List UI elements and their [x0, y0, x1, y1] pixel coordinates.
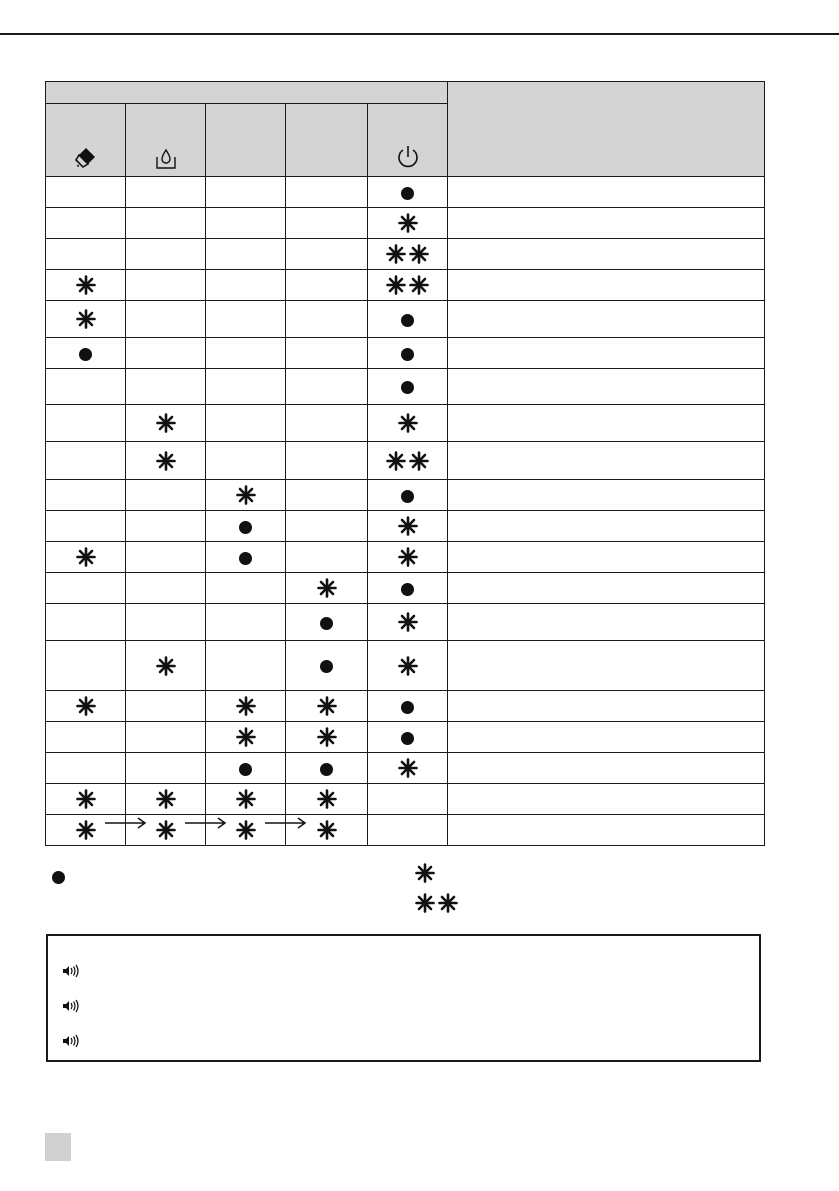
flashing-asterisk-icon — [398, 656, 418, 676]
note-row-1 — [61, 964, 81, 978]
flashing-asterisk-icon — [398, 413, 418, 433]
status-description-cell — [448, 604, 765, 641]
sound-notes-box — [46, 934, 761, 1062]
indicator-cell — [206, 641, 286, 691]
indicator-cell — [368, 604, 448, 641]
indicator-cell — [46, 442, 126, 480]
salt-column-header — [126, 104, 206, 177]
indicator-cell — [46, 542, 126, 573]
steady-dot-icon — [401, 583, 414, 596]
status-description-cell — [448, 208, 765, 239]
indicator-cell — [126, 405, 206, 442]
flashing-asterisk-icon — [317, 789, 337, 809]
legend-item-double-asterisk — [415, 892, 458, 913]
indicator-cell — [368, 301, 448, 338]
indicator-cell — [46, 604, 126, 641]
flashing-asterisk-icon — [386, 244, 406, 264]
steady-dot-icon — [401, 314, 414, 327]
indicator-cell — [368, 691, 448, 722]
indicator-cell — [368, 480, 448, 511]
indicator-cell — [126, 177, 206, 208]
indicator-4-column-header — [286, 104, 368, 177]
indicator-cell — [206, 784, 286, 815]
steady-dot-icon — [320, 763, 333, 776]
indicator-cell — [46, 239, 126, 270]
status-description-cell — [448, 542, 765, 573]
indicator-cell — [286, 784, 368, 815]
flashing-asterisk-icon — [76, 309, 96, 329]
indicator-cell — [206, 511, 286, 542]
indicator-cell — [206, 604, 286, 641]
table-row — [46, 239, 765, 270]
status-description-cell — [448, 405, 765, 442]
table-row — [46, 573, 765, 604]
indicator-cell — [126, 442, 206, 480]
indicator-cell — [286, 573, 368, 604]
flashing-asterisk-icon — [398, 758, 418, 778]
steady-dot-icon — [401, 187, 414, 200]
flashing-asterisk-icon — [76, 789, 96, 809]
indicator-cell — [206, 753, 286, 784]
power-icon — [395, 144, 421, 170]
buzzer-icon — [61, 964, 81, 978]
steady-dot-icon — [401, 348, 414, 361]
indicator-cell — [368, 442, 448, 480]
indicator-cell — [286, 753, 368, 784]
indicator-cell — [206, 542, 286, 573]
buzzer-icon — [61, 999, 81, 1013]
flashing-asterisk-icon — [438, 893, 458, 913]
flashing-asterisk-icon — [398, 516, 418, 536]
status-description-cell — [448, 301, 765, 338]
indicator-status-table — [45, 81, 765, 846]
indicator-cell — [126, 270, 206, 301]
indicator-cell — [368, 573, 448, 604]
indicator-cell — [46, 691, 126, 722]
status-description-cell — [448, 691, 765, 722]
status-description-cell — [448, 480, 765, 511]
indicator-cell — [286, 208, 368, 239]
rinse-aid-icon — [73, 146, 99, 170]
indicator-cell — [286, 604, 368, 641]
indicator-cell — [368, 641, 448, 691]
indicator-cell — [286, 301, 368, 338]
status-description-cell — [448, 641, 765, 691]
indicator-cell — [46, 753, 126, 784]
table-row — [46, 641, 765, 691]
indicator-cell — [46, 208, 126, 239]
flashing-asterisk-icon — [236, 820, 256, 840]
indicator-cell — [368, 815, 448, 846]
table-row — [46, 480, 765, 511]
indicator-group-header — [46, 82, 448, 104]
indicator-cell — [126, 641, 206, 691]
indicator-cell — [46, 405, 126, 442]
indicator-cell — [368, 784, 448, 815]
indicator-cell — [46, 369, 126, 405]
table-row — [46, 511, 765, 542]
status-description-cell — [448, 511, 765, 542]
table-row — [46, 815, 765, 846]
top-rule — [0, 33, 839, 35]
indicator-cell — [46, 338, 126, 369]
flashing-asterisk-icon — [156, 789, 176, 809]
flashing-asterisk-icon — [409, 244, 429, 264]
status-description-cell — [448, 815, 765, 846]
indicator-cell — [286, 722, 368, 753]
flashing-asterisk-icon — [156, 656, 176, 676]
indicator-cell — [46, 784, 126, 815]
flashing-asterisk-icon — [156, 820, 176, 840]
indicator-cell — [206, 405, 286, 442]
indicator-cell — [46, 722, 126, 753]
indicator-cell — [368, 722, 448, 753]
flashing-asterisk-icon — [317, 820, 337, 840]
sequence-arrow-icon — [184, 817, 228, 829]
flashing-asterisk-icon — [398, 547, 418, 567]
steady-dot-icon — [79, 348, 92, 361]
flashing-asterisk-icon — [409, 451, 429, 471]
indicator-cell — [126, 511, 206, 542]
indicator-cell — [46, 270, 126, 301]
indicator-cell — [126, 691, 206, 722]
rinse-aid-column-header — [46, 104, 126, 177]
steady-dot-icon — [239, 521, 252, 534]
indicator-cell — [206, 338, 286, 369]
indicator-cell — [46, 301, 126, 338]
indicator-cell — [206, 301, 286, 338]
table-row — [46, 338, 765, 369]
flashing-asterisk-icon — [236, 696, 256, 716]
power-column-header — [368, 104, 448, 177]
indicator-cell — [206, 208, 286, 239]
table-row — [46, 722, 765, 753]
flashing-asterisk-icon — [415, 863, 435, 883]
indicator-cell — [368, 405, 448, 442]
indicator-cell — [126, 722, 206, 753]
indicator-cell — [368, 208, 448, 239]
indicator-cell — [286, 405, 368, 442]
indicator-cell — [206, 177, 286, 208]
status-description-cell — [448, 338, 765, 369]
flashing-asterisk-icon — [236, 789, 256, 809]
table-row — [46, 442, 765, 480]
indicator-cell — [286, 369, 368, 405]
flashing-asterisk-icon — [156, 451, 176, 471]
flashing-asterisk-icon — [317, 727, 337, 747]
indicator-cell — [286, 270, 368, 301]
indicator-cell — [286, 442, 368, 480]
indicator-cell — [286, 691, 368, 722]
indicator-cell — [126, 480, 206, 511]
indicator-cell — [286, 511, 368, 542]
indicator-cell — [126, 784, 206, 815]
note-row-2 — [61, 999, 81, 1013]
indicator-cell — [286, 177, 368, 208]
indicator-cell — [46, 641, 126, 691]
status-description-cell — [448, 722, 765, 753]
flashing-asterisk-icon — [398, 213, 418, 233]
indicator-cell — [126, 542, 206, 573]
indicator-cell — [206, 270, 286, 301]
steady-dot-icon — [401, 490, 414, 503]
steady-dot-icon — [320, 660, 333, 673]
table-row — [46, 691, 765, 722]
steady-dot-icon — [52, 871, 65, 884]
indicator-cell — [206, 239, 286, 270]
table-row — [46, 604, 765, 641]
table-row — [46, 369, 765, 405]
flashing-asterisk-icon — [398, 612, 418, 632]
indicator-cell — [206, 722, 286, 753]
indicator-cell — [286, 239, 368, 270]
indicator-cell — [206, 369, 286, 405]
indicator-cell — [368, 239, 448, 270]
indicator-cell — [126, 753, 206, 784]
indicator-cell — [46, 177, 126, 208]
flashing-asterisk-icon — [76, 547, 96, 567]
indicator-cell — [126, 604, 206, 641]
indicator-cell — [368, 542, 448, 573]
indicator-cell — [286, 641, 368, 691]
sequence-arrow-icon — [104, 817, 148, 829]
indicator-cell — [206, 480, 286, 511]
table-row — [46, 405, 765, 442]
indicator-cell — [46, 815, 126, 846]
indicator-cell — [368, 753, 448, 784]
flashing-asterisk-icon — [156, 413, 176, 433]
steady-dot-icon — [320, 617, 333, 630]
table-row — [46, 542, 765, 573]
indicator-cell — [206, 691, 286, 722]
steady-dot-icon — [239, 763, 252, 776]
flashing-asterisk-icon — [236, 727, 256, 747]
indicator-cell — [46, 511, 126, 542]
indicator-cell — [368, 338, 448, 369]
status-description-cell — [448, 442, 765, 480]
indicator-cell — [126, 369, 206, 405]
indicator-cell — [286, 480, 368, 511]
steady-dot-icon — [401, 701, 414, 714]
indicator-cell — [126, 338, 206, 369]
flashing-asterisk-icon — [409, 275, 429, 295]
flashing-asterisk-icon — [76, 275, 96, 295]
steady-dot-icon — [401, 381, 414, 394]
table-row — [46, 753, 765, 784]
table-row — [46, 784, 765, 815]
flashing-asterisk-icon — [76, 820, 96, 840]
flashing-asterisk-icon — [386, 275, 406, 295]
page-number-tab — [45, 1133, 71, 1161]
salt-icon — [154, 148, 178, 170]
indicator-cell — [286, 338, 368, 369]
status-description-cell — [448, 270, 765, 301]
indicator-3-column-header — [206, 104, 286, 177]
status-description-cell — [448, 753, 765, 784]
table-row — [46, 208, 765, 239]
table-row — [46, 270, 765, 301]
steady-dot-icon — [239, 552, 252, 565]
indicator-cell — [286, 542, 368, 573]
steady-dot-icon — [401, 732, 414, 745]
status-description-cell — [448, 239, 765, 270]
indicator-cell — [206, 442, 286, 480]
table-row — [46, 177, 765, 208]
status-description-cell — [448, 177, 765, 208]
indicator-cell — [206, 573, 286, 604]
buzzer-icon — [61, 1034, 81, 1048]
flashing-asterisk-icon — [236, 485, 256, 505]
flashing-asterisk-icon — [386, 451, 406, 471]
sequence-arrow-icon — [264, 817, 308, 829]
indicator-cell — [126, 208, 206, 239]
flashing-asterisk-icon — [415, 893, 435, 913]
indicator-cell — [368, 270, 448, 301]
table-row — [46, 301, 765, 338]
indicator-cell — [46, 480, 126, 511]
flashing-asterisk-icon — [317, 578, 337, 598]
legend-item-dot — [52, 867, 65, 886]
note-row-3 — [61, 1034, 81, 1048]
indicator-cell — [368, 369, 448, 405]
status-description-cell — [448, 573, 765, 604]
description-header — [448, 82, 765, 177]
indicator-cell — [368, 177, 448, 208]
status-description-cell — [448, 784, 765, 815]
flashing-asterisk-icon — [76, 696, 96, 716]
status-description-cell — [448, 369, 765, 405]
indicator-cell — [126, 239, 206, 270]
legend-item-asterisk — [415, 862, 435, 883]
indicator-cell — [126, 573, 206, 604]
flashing-asterisk-icon — [317, 696, 337, 716]
indicator-cell — [46, 573, 126, 604]
indicator-cell — [368, 511, 448, 542]
indicator-cell — [126, 301, 206, 338]
